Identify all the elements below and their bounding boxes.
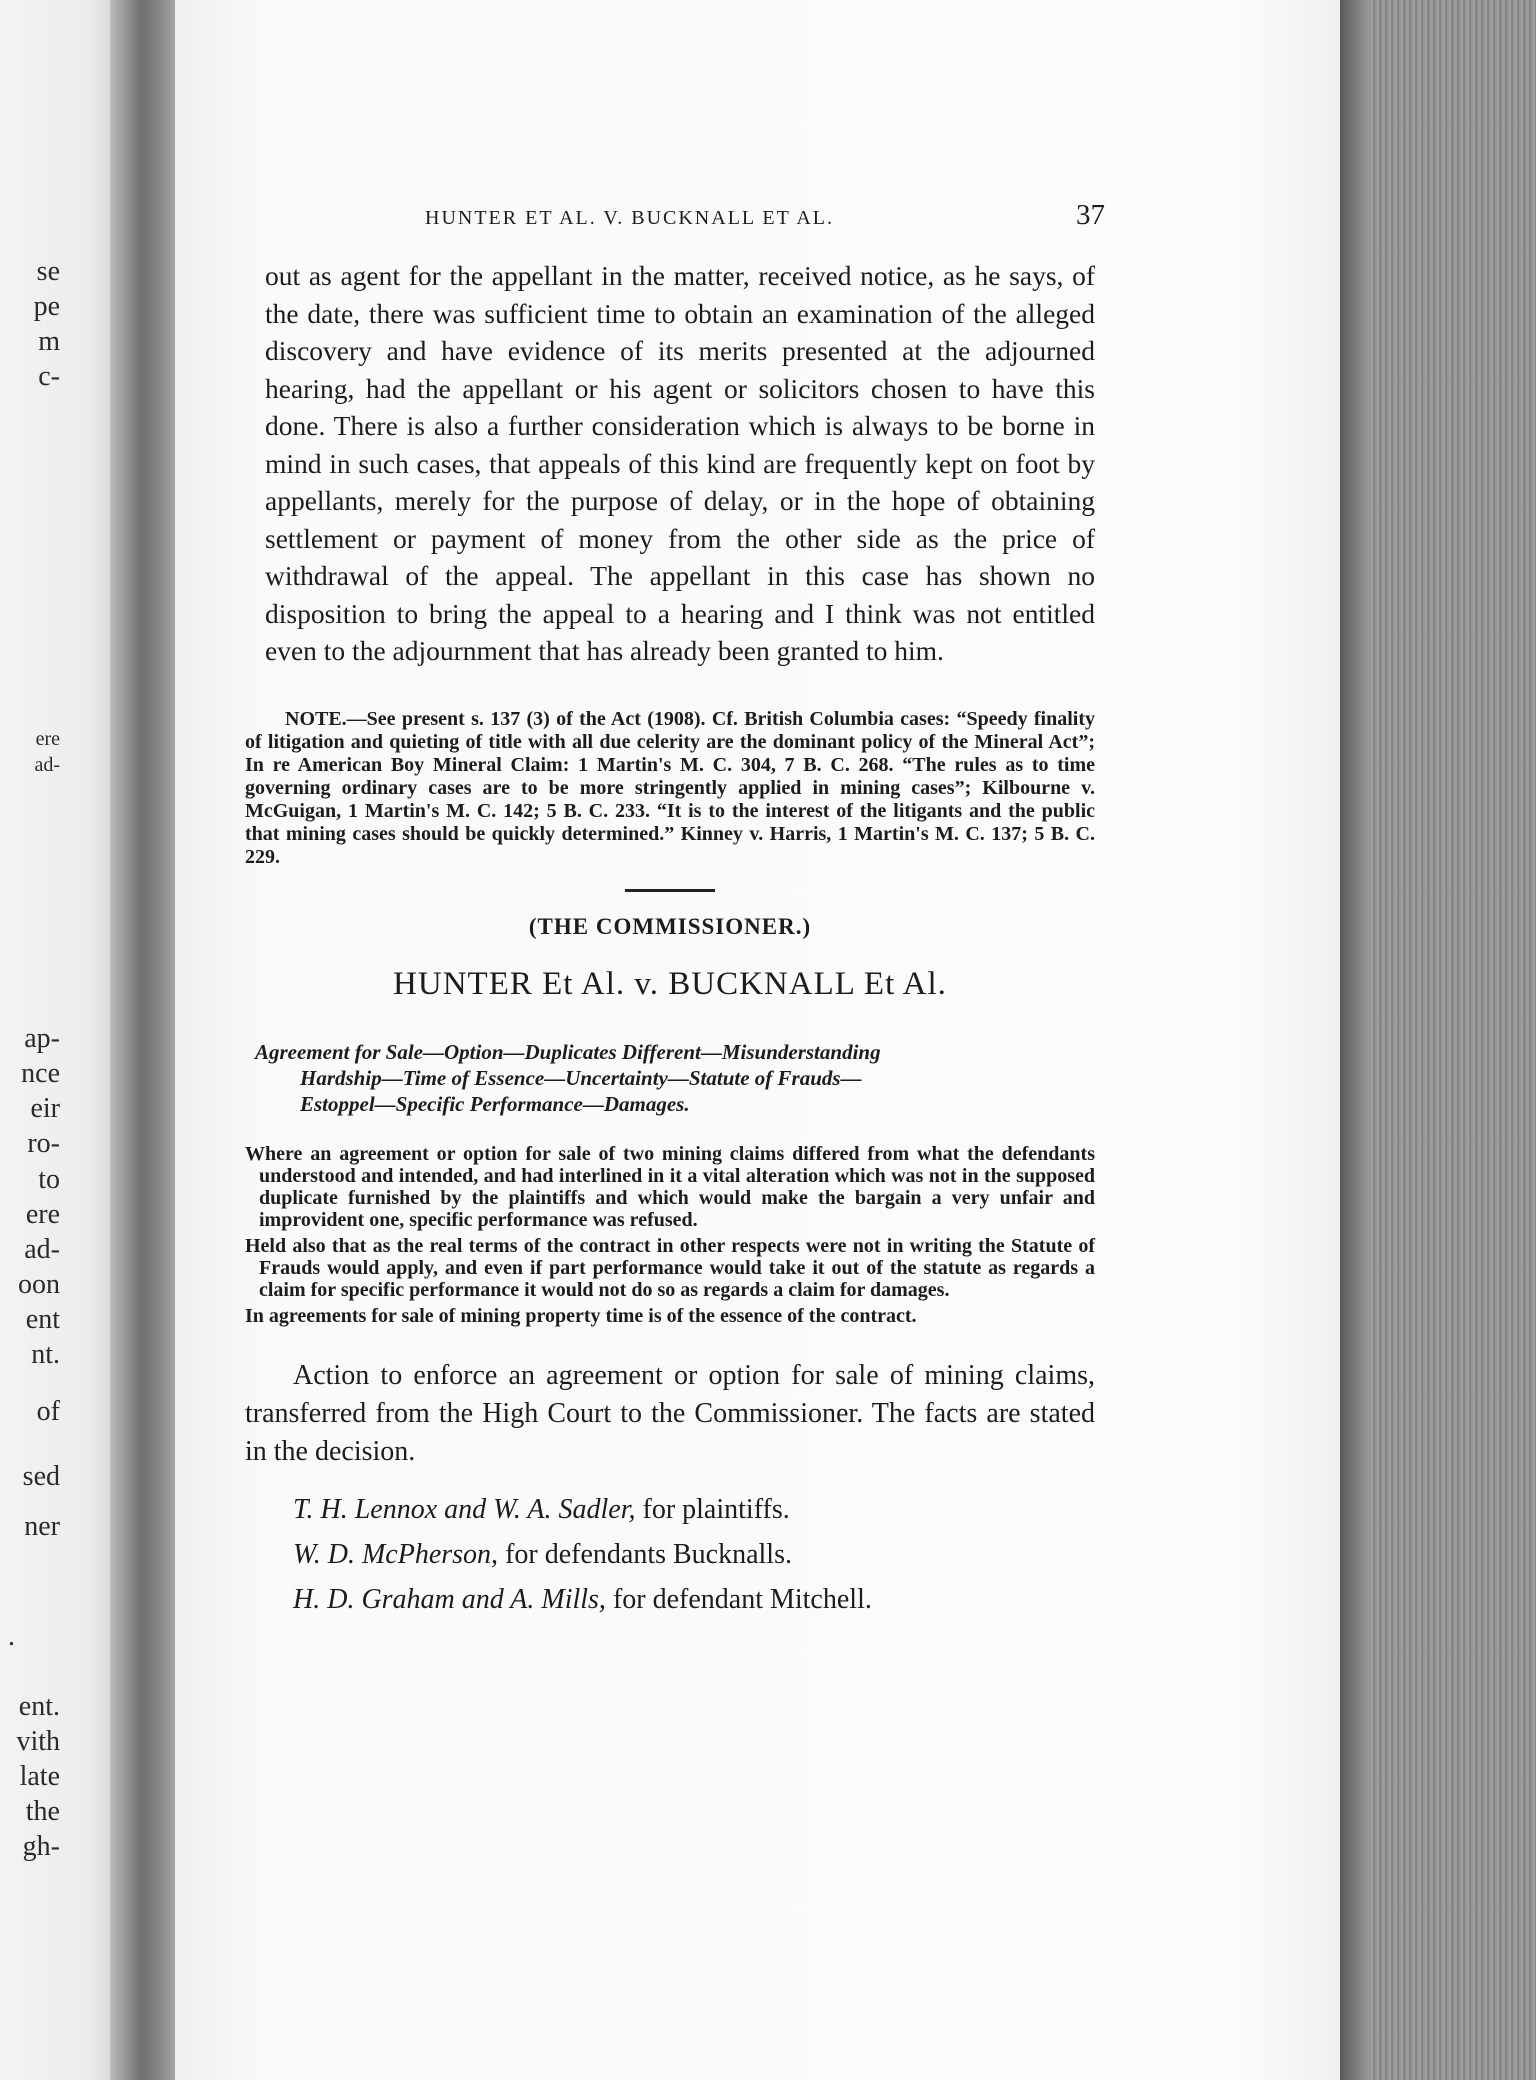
opinion-text <box>265 257 1095 670</box>
counsel-line <box>293 1577 1095 1622</box>
counsel-role: for defendant Mitchell. <box>612 1583 872 1615</box>
running-head <box>245 195 1105 235</box>
left-page-text: eir <box>30 1093 60 1124</box>
left-page-text: ro- <box>27 1128 60 1159</box>
statement-text: Action to enforce an agreement or option for sale of mining claims, transferred from the High Court to the Commissioner. The facts are stated in the decision. <box>245 1359 1095 1467</box>
case-title: HUNTER Et Al. v. BUCKNALL Et Al. <box>393 965 947 1002</box>
headnote-index <box>255 1039 1075 1117</box>
index-line: Estoppel—Specific Performance—Damages. <box>300 1091 690 1116</box>
left-page-text: ap- <box>24 1023 60 1054</box>
opinion-paragraph: out as agent for the appellant in the matter, received notice, as he says, of the date, there was sufficient time to obtain an examination of the alleged discovery and have evidence of its merits presented at the adjourned hearing, had the appellant or his agent or solicitors chosen to have this done. There is also a further consideration which is always to be borne in mind in such cases, that appeals of this kind are frequently kept on foot by appellants, merely for the purpose of delay, or in the hope of obtaining settlement or payment of money from the other side as the price of withdrawal of the appeal. The appellant in this case has shown no disposition to bring the appeal to a hearing and I think was not entitled even to the adjournment that has already been granted to him. <box>265 260 1095 666</box>
note-text: NOTE.—See present s. 137 (3) of the Act (1908). Cf. British Columbia cases: “Speedy finality of litigation and quieting of title with all due celerity are the dominant policy of the Mineral Act”; In re American Boy Mineral Claim: 1 Martin's M. C. 304, 7 B. C. 268. “The rules as to time governing ordinary cases are to be more stringently applied in mining cases”; Kilbourne v. McGuigan, 1 Martin's M. C. 142; 5 B. C. 233. “It is to the interest of the litigants and the public that mining cases should be quickly determined.” Kinney v. Harris, 1 Martin's M. C. 137; 5 B. C. 229. <box>245 707 1095 868</box>
left-page-text: ad- <box>34 754 60 776</box>
left-page-text: ner <box>24 1511 60 1542</box>
previous-page-fragment <box>0 0 125 2080</box>
court-heading: (THE COMMISSIONER.) <box>528 913 812 939</box>
left-page-text: sed <box>22 1461 60 1492</box>
left-page-text: . <box>8 1621 15 1652</box>
left-page-text: nt. <box>31 1339 60 1370</box>
counsel-names: T. H. Lennox and W. A. Sadler, <box>293 1493 636 1525</box>
left-page-text: c- <box>38 361 60 392</box>
left-page-text: m <box>38 326 60 357</box>
left-page-text: ere <box>35 728 60 750</box>
editorial-note <box>245 708 1095 869</box>
page-content <box>245 195 1105 1622</box>
left-page-text: pe <box>33 291 60 322</box>
running-title: HUNTER ET AL. V. BUCKNALL ET AL. <box>425 207 835 229</box>
counsel-role: for plaintiffs. <box>642 1493 790 1525</box>
section-divider <box>625 889 715 892</box>
left-page-text: of <box>36 1396 60 1427</box>
left-page-text: ent. <box>18 1691 60 1722</box>
headnote: Held also that as the real terms of the contract in other respects were not in writing the Statute of Frauds would apply, and even if part performance would take it out of the statute as regards a claim for specific performance it would not do so as regards a claim for damages. <box>245 1234 1095 1301</box>
counsel-line <box>293 1487 1095 1532</box>
case-statement <box>245 1357 1095 1471</box>
headnote: In agreements for sale of mining property time is of the essence of the contract. <box>245 1304 917 1327</box>
left-page-text: ent <box>25 1304 60 1335</box>
left-page-text: ere <box>25 1199 60 1230</box>
counsel-names: W. D. McPherson, <box>293 1538 499 1570</box>
left-page-text: nce <box>21 1058 60 1089</box>
counsel-line <box>293 1532 1095 1577</box>
page-edges <box>1340 0 1536 2080</box>
left-page-text: vith <box>16 1726 60 1757</box>
page-number: 37 <box>1076 199 1105 231</box>
left-page-text: oon <box>18 1269 60 1300</box>
left-page-text: late <box>19 1761 60 1792</box>
left-page-text: the <box>25 1796 60 1827</box>
headnote: Where an agreement or option for sale of two mining claims differed from what the defendants understood and intended, and had interlined in it a vital alteration which was not in the supposed duplicate furnished by the plaintiffs and which would make the bargain a very unfair and improvident one, specific performance was refused. <box>245 1142 1095 1231</box>
left-page-text: to <box>38 1164 60 1195</box>
left-page-text: ad- <box>24 1234 60 1265</box>
counsel-list <box>245 1487 1095 1622</box>
counsel-role: for defendants Bucknalls. <box>505 1538 792 1570</box>
index-line: Hardship—Time of Essence—Uncertainty—Statute of Frauds— <box>300 1065 862 1090</box>
left-page-text: gh- <box>22 1831 60 1862</box>
headnotes <box>245 1143 1095 1327</box>
counsel-names: H. D. Graham and A. Mills, <box>293 1583 606 1615</box>
index-line: Agreement for Sale—Option—Duplicates Different—Misunderstanding <box>255 1039 881 1064</box>
left-page-text: se <box>36 256 60 287</box>
